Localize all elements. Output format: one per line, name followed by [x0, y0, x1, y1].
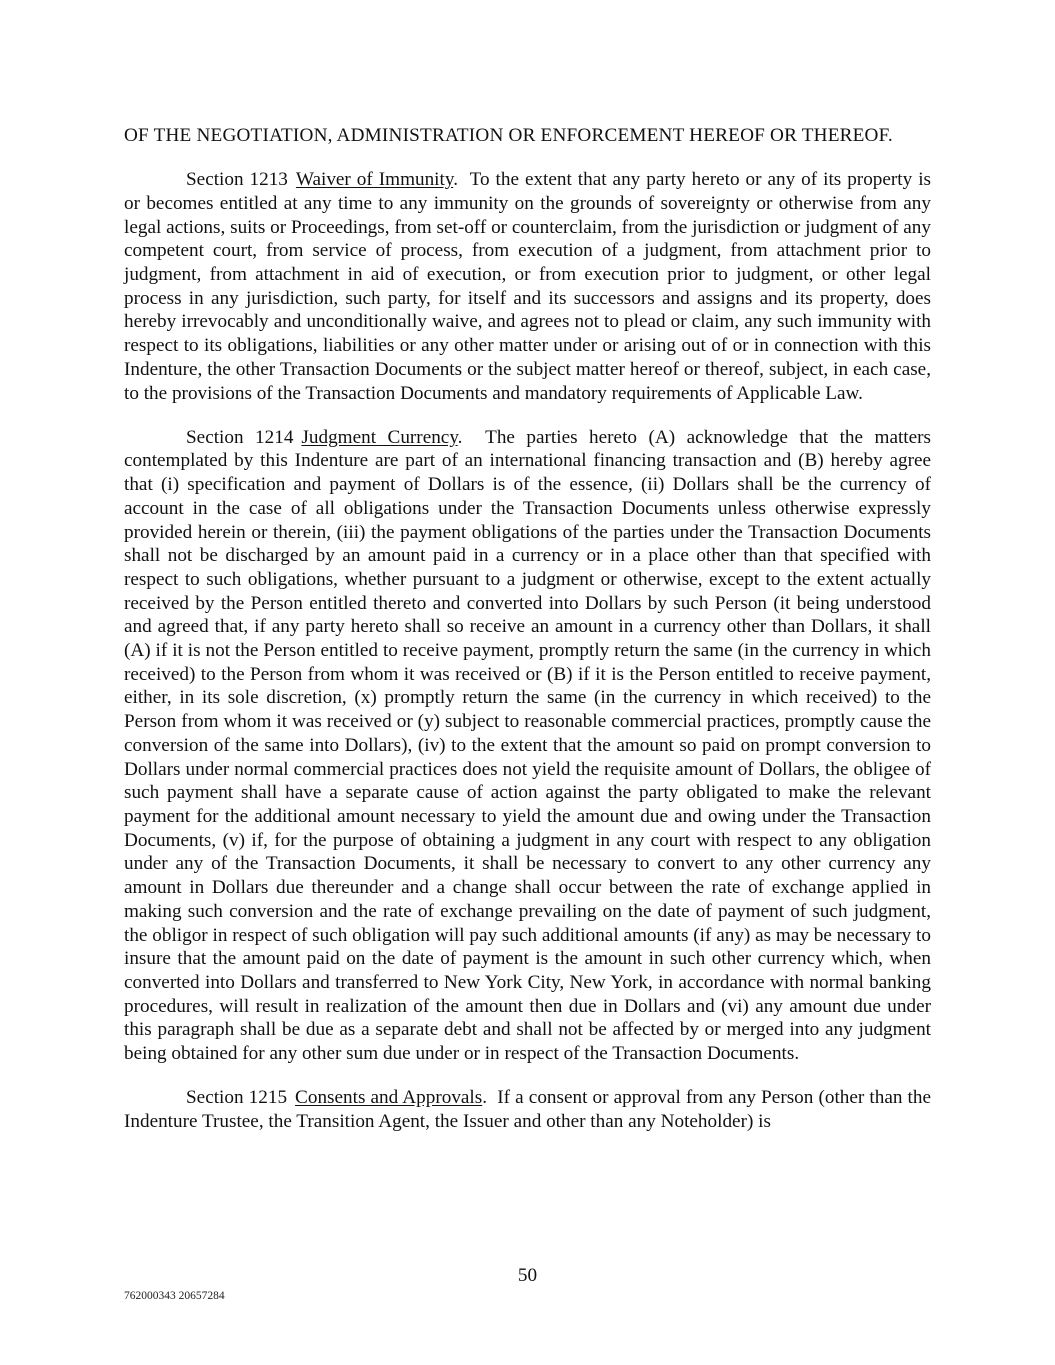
section-1214-body: The parties hereto (A) acknowledge that the matters contemplated by this Indenture are part of an international financing transaction and (B) hereby agree that (i) specification and payment of Dollars is of the essence, (ii) Dollars shall be the currency of account in the case of all obligations under the Transaction Documents unless otherwise expressly provided herein or therein, (iii) the payment obligations of the parties under the Transaction Documents shall not be discharged by an amount paid in a currency or in a place other than that specified with respect to such obligations, whether pursuant to a judgment or otherwise, except to the extent actually received by the Person entitled thereto and converted into Dollars by such Person (it being understood and agreed that, if any party hereto shall so receive an amount in a currency other than Dollars, it shall (A) if it is not the Person entitled to receive payment, promptly return the same (in the currency in which received) to the Person from whom it was received or (B) if it is the Person entitled to receive payment, either, in its sole discretion, (x) promptly return the same (in the currency in which received) to the Person from whom it was received or (y) subject to reasonable commercial practices, promptly cause the conversion of the same into Dollars), (iv) to the extent that the amount so paid on prompt conversion to Dollars under normal commercial practices does not yield the requisite amount of Dollars, the obligee of such payment shall have a separate cause of action against the party obligated to make the relevant payment for the additional amount necessary to yield the amount due and owing under the Transaction Documents, (v) if, for the purpose of obtaining a judgment in any court with respect to any obligation under any of the Transaction Documents, it shall be necessary to convert to any other currency any amount in Dollars due thereunder and a change shall occur between the rate of exchange applied in making such conversion and the rate of exchange prevailing on the date of payment of such judgment, the obligor in respect of such obligation will pay such additional amounts (if any) as may be necessary to insure that the amount paid on the date of payment is the amount in such other currency which, when converted into Dollars and transferred to New York City, New York, in accordance with normal banking procedures, will result in realization of the amount then due in Dollars and (vi) any amount due under this paragraph shall be due as a separate debt and shall not be affected by or merged into any judgment being obtained for any other sum due under or in respect of the Transaction Documents. [124, 426, 931, 1065]
section-1213-paragraph [124, 168, 931, 405]
section-1214-heading-period: . [457, 426, 463, 448]
document-id: 762000343 20657284 [124, 1290, 225, 1302]
section-1213-number: Section 1213 [186, 169, 288, 191]
section-1215-body: If a consent or approval from any Person (other than the Indenture Trustee, the Transition Agent, the Issuer and other than any Noteholder) is [124, 1087, 931, 1132]
page-number: 50 [517, 1265, 538, 1286]
section-1214-number: Section 1214 [186, 426, 294, 448]
section-1213-heading: Waiver of Immunity [295, 169, 454, 191]
section-1213-heading-period: . [453, 169, 458, 191]
section-1214-paragraph [124, 426, 931, 1066]
section-1213-body: To the extent that any party hereto or any of its property is or becomes entitled at any time to any immunity on the grounds of sovereignty or otherwise from any legal actions, suits or Proceedings, from set-off or counterclaim, from the jurisdiction or judgment of any competent court, from service of process, from execution of a judgment, from attachment prior to judgment, from attachment in aid of execution, or from execution prior to judgment, or other legal process in any jurisdiction, such party, for itself and its successors and assigns and its property, does hereby irrevocably and unconditionally waive, and agrees not to plead or claim, any such immunity with respect to its obligations, liabilities or any other matter under or arising out of or in connection with this Indenture, the other Transaction Documents or the subject matter hereof or thereof, subject, in each case, to the provisions of the Transaction Documents and mandatory requirements of Applicable Law. [124, 169, 931, 404]
section-1215-number: Section 1215 [186, 1087, 288, 1109]
section-1215-heading-period: . [482, 1087, 488, 1109]
continuation-paragraph: OF THE NEGOTIATION, ADMINISTRATION OR ENFORCEMENT HEREOF OR THEREOF. [124, 125, 893, 146]
document-page [124, 124, 931, 1134]
section-1215-paragraph [124, 1086, 931, 1133]
section-1214-heading: Judgment Currency [301, 426, 458, 448]
section-1215-heading: Consents and Approvals [295, 1087, 483, 1109]
